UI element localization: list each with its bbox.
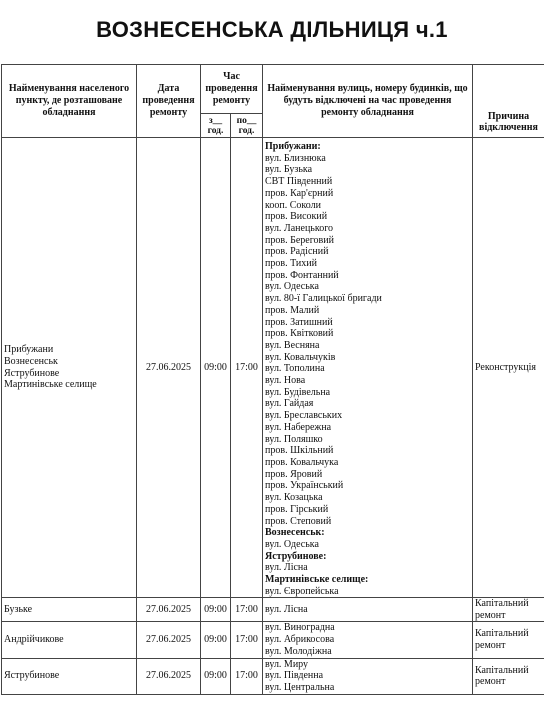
header-date: Дата проведення ремонту [137,65,201,138]
street-item: вул. Бузька [265,164,313,176]
header-streets: Найменування вулиць, номеру будинків, що будуть відключені на час проведення ремонту обладнання [263,65,473,138]
settlement-name: Прибужани [4,344,54,356]
street-item: кооп. Соколи [265,199,321,211]
street-item: пров. Шкільний [265,445,334,457]
streets-cell [263,622,473,658]
street-item: пров. Малий [265,304,320,316]
settlement-cell [2,138,137,598]
time-from-cell: 09:00 [201,138,231,598]
street-item: вул. Весняна [265,339,320,351]
date-cell: 27.06.2025 [137,658,201,694]
street-item: вул. Козацька [265,492,323,504]
date-cell: 27.06.2025 [137,138,201,598]
street-item: пров. Український [265,480,344,492]
time-to-cell: 17:00 [231,658,263,694]
street-item: вул. Тополина [265,363,325,375]
streets-cell [263,658,473,694]
street-item: вул. Молодіжна [265,645,332,657]
street-item: пров. Степовий [265,515,332,527]
streets-cell [263,138,473,598]
street-item: вул. Гайдая [265,398,314,410]
group-heading: Вознесенськ: [265,527,325,539]
settlement-name: Андрійчикове [4,634,64,646]
table-row [2,622,544,658]
street-item: вул. Центральна [265,681,335,693]
street-item: пров. Береговий [265,234,334,246]
time-from-cell: 09:00 [201,658,231,694]
street-item: пров. Ковальчука [265,456,339,468]
street-item: вул. Близнюка [265,152,326,164]
street-item: вул. Європейська [265,585,339,597]
street-item: вул. Виноградна [265,622,335,634]
table-row [2,598,544,622]
street-item: пров. Високий [265,211,328,223]
time-to-cell: 17:00 [231,138,263,598]
street-item: вул. Одеська [265,538,319,550]
time-to-cell: 17:00 [231,622,263,658]
outage-schedule-table [1,64,544,695]
street-item: вул. Поляшко [265,433,323,445]
group-heading: Яструбинове: [265,550,327,562]
street-item: вул. Миру [265,658,309,670]
settlement-cell [2,598,137,622]
page-title: ВОЗНЕСЕНСЬКА ДІЛЬНИЦЯ ч.1 [96,17,448,42]
settlement-name: Бузьке [4,604,33,616]
reason-cell: Капітальний ремонт [473,658,544,694]
settlement-name: Яструбинове [4,670,60,682]
street-item: СВТ Південний [265,176,333,188]
header-reason: Причина відключення [473,65,544,138]
settlement-cell [2,658,137,694]
street-item: пров. Затишний [265,316,333,328]
reason-cell: Реконструкція [473,138,544,598]
street-item: вул. Бреславських [265,410,343,422]
street-item: вул. Одеська [265,281,319,293]
street-item: пров. Квітковий [265,328,334,340]
time-from-cell: 09:00 [201,622,231,658]
street-item: вул. Ковальчуків [265,351,336,363]
street-item: пров. Кар'єрний [265,187,334,199]
reason-cell: Капітальний ремонт [473,598,544,622]
settlement-name: Мартинівське селище [4,379,97,391]
street-item: вул. Лісна [265,562,308,574]
time-from-cell: 09:00 [201,598,231,622]
group-heading: Мартинівське селище: [265,574,369,586]
street-item: пров. Яровий [265,468,323,480]
street-item: вул. Набережна [265,421,332,433]
header-time: Час проведення ремонту [201,65,263,114]
date-cell: 27.06.2025 [137,598,201,622]
street-item: вул. Південна [265,670,324,682]
street-item: вул. Нова [265,375,306,387]
header-settlement: Найменування населеного пункту, де розташоване обладнання [2,65,137,138]
settlement-name: Яструбинове [4,367,60,379]
header-from: з__ год. [201,114,231,138]
streets-cell [263,598,473,622]
street-item: пров. Гірський [265,503,329,515]
table-row [2,138,544,598]
street-item: вул. 80-ї Галицької бригади [265,293,382,305]
street-item: вул. Абрикосова [265,634,335,646]
street-item: пров. Фонтанний [265,269,339,281]
reason-cell: Капітальний ремонт [473,622,544,658]
time-to-cell: 17:00 [231,598,263,622]
street-item: пров. Тихий [265,258,317,270]
settlement-name: Вознесенськ [4,356,58,367]
table-row [2,658,544,694]
date-cell: 27.06.2025 [137,622,201,658]
street-item: вул. Будівельна [265,386,331,398]
header-to: по__ год. [231,114,263,138]
group-heading: Прибужани: [265,141,321,152]
street-item: пров. Радісний [265,246,329,258]
street-item: вул. Лісна [265,604,308,616]
street-item: вул. Ланецького [265,222,334,234]
settlement-cell [2,622,137,658]
